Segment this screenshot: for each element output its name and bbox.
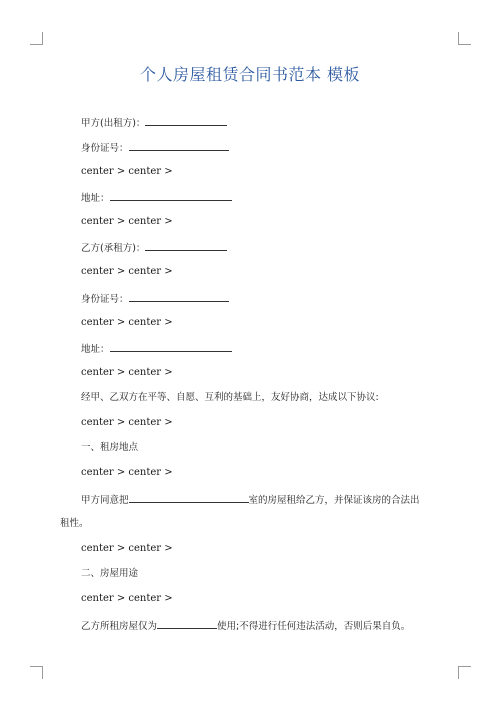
address-a-label: 地址： bbox=[81, 193, 110, 204]
address-a-blank[interactable] bbox=[110, 191, 232, 201]
room-blank[interactable] bbox=[129, 493, 249, 503]
corner-mark-bottom-right bbox=[458, 666, 471, 679]
clause-1-pre: 甲方同意把 bbox=[81, 495, 129, 506]
id-a-blank[interactable] bbox=[129, 141, 229, 151]
center-marker-8: center > center > bbox=[81, 543, 173, 554]
id-b-blank[interactable] bbox=[129, 292, 229, 302]
address-a-line bbox=[81, 191, 232, 205]
center-marker-9: center > center > bbox=[81, 593, 173, 604]
clause-2-post: 使用;不得进行任何违法活动，否则后果自负。 bbox=[217, 621, 411, 632]
party-b-blank[interactable] bbox=[145, 241, 227, 251]
party-b-line bbox=[81, 241, 227, 255]
corner-mark-top-right bbox=[458, 32, 471, 45]
agreement-text: 经甲、乙双方在平等、自愿、互利的基础上，友好协商，达成以下协议: bbox=[81, 392, 379, 403]
party-a-line bbox=[81, 116, 227, 130]
center-marker-3: center > center > bbox=[81, 266, 173, 277]
section-1-heading: 一、租房地点 bbox=[81, 442, 139, 453]
party-b-label: 乙方(承租方)： bbox=[81, 243, 146, 254]
center-marker-7: center > center > bbox=[81, 467, 173, 478]
party-a-label: 甲方(出租方)： bbox=[81, 118, 146, 129]
id-b-label: 身份证号： bbox=[81, 294, 129, 305]
clause-1-post: 室的房屋租给乙方，并保证该房的合法出 bbox=[248, 495, 420, 506]
center-marker-1: center > center > bbox=[81, 166, 173, 177]
corner-mark-bottom-left bbox=[30, 666, 43, 679]
document-title: 个人房屋租赁合同书范本 模板 bbox=[139, 65, 361, 84]
address-b-line bbox=[81, 342, 232, 356]
clause-1-continuation: 租性。 bbox=[60, 518, 89, 529]
center-marker-6: center > center > bbox=[81, 417, 173, 428]
usage-blank[interactable] bbox=[157, 619, 217, 629]
address-b-label: 地址： bbox=[81, 344, 110, 355]
party-a-blank[interactable] bbox=[145, 116, 227, 126]
center-marker-5: center > center > bbox=[81, 367, 173, 378]
corner-mark-top-left bbox=[30, 32, 43, 45]
clause-2-pre: 乙方所租房屋仅为 bbox=[81, 621, 158, 632]
clause-1-line bbox=[81, 493, 420, 507]
center-marker-4: center > center > bbox=[81, 317, 173, 328]
clause-2-line bbox=[81, 619, 410, 633]
address-b-blank[interactable] bbox=[110, 342, 232, 352]
section-2-heading: 二、房屋用途 bbox=[81, 568, 139, 579]
id-a-label: 身份证号： bbox=[81, 143, 129, 154]
id-a-line bbox=[81, 141, 229, 155]
id-b-line bbox=[81, 292, 229, 306]
center-marker-2: center > center > bbox=[81, 216, 173, 227]
